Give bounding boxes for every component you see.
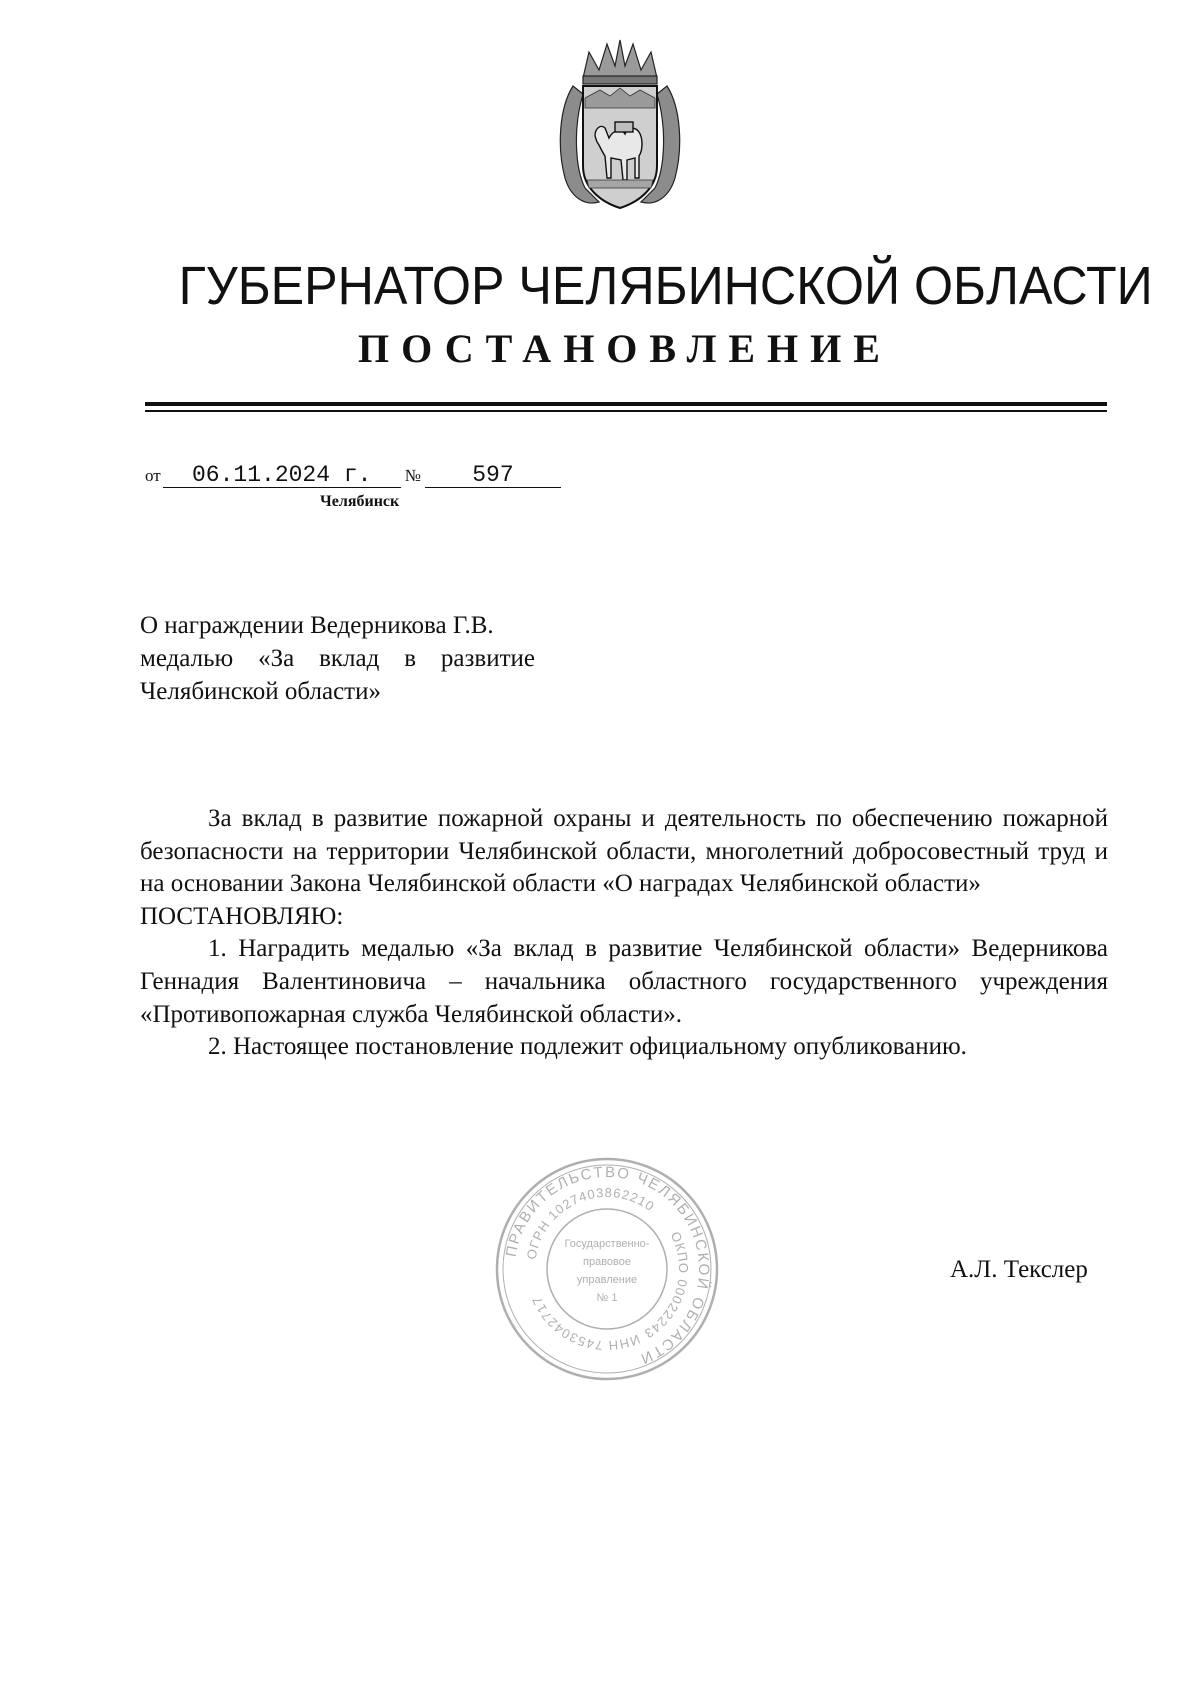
stamp-inn-text: ИНН 7453042717 <box>528 1293 643 1354</box>
item-1-paragraph: 1. Наградить медалью «За вклад в развитие Челябинской области» Ведерникова Геннадия Валентиновича – начальника областного государственного учреждения «Противопожарная служба Челябинской области». <box>140 935 1108 1028</box>
date-number-line <box>145 463 561 488</box>
stamp-center-line: № 1 <box>596 1292 618 1304</box>
stamp-ogrn-text: ОГРН 1027403862210 <box>523 1184 658 1261</box>
document-date: 06.11.2024 г. <box>163 463 401 488</box>
official-seal-stamp <box>493 1155 721 1383</box>
issuer-title: ГУБЕРНАТОР ЧЕЛЯБИНСКОЙ ОБЛАСТИ <box>178 256 1153 316</box>
coat-of-arms-emblem <box>555 38 685 216</box>
header-rule-thick <box>145 402 1107 406</box>
crown-icon <box>583 40 657 84</box>
header-rule-thin <box>145 410 1107 412</box>
item-2-paragraph: 2. Настоящее постановление подлежит официальному опубликованию. <box>208 1033 967 1061</box>
subject-line: О награждении Ведерникова Г.В. <box>140 612 494 639</box>
subject-line: медалью «За вклад в развитие <box>140 645 535 672</box>
stamp-center-line: Государственно- <box>564 1238 650 1250</box>
stamp-okpo-text: ОКПО 00022243 <box>641 1229 692 1342</box>
from-label: от <box>145 466 161 485</box>
signatory-name: А.Л. Текслер <box>950 1256 1088 1283</box>
stamp-center-line: управление <box>576 1274 638 1286</box>
document-type: ПОСТАНОВЛЕНИЕ <box>358 326 892 371</box>
city-label: Челябинск <box>320 493 400 510</box>
subject-line: Челябинской области» <box>140 678 381 705</box>
document-number: 597 <box>425 463 561 488</box>
document-body <box>140 803 1108 1064</box>
decree-word: ПОСТАНОВЛЯЮ: <box>140 902 344 930</box>
stamp-center-line: правовое <box>583 1256 631 1268</box>
document-subject <box>140 609 535 708</box>
preamble-paragraph: За вклад в развитие пожарной охраны и деятельность по обеспечению пожарной безопасности на территории Челябинской области, многолетний добросовестный труд и на основании Закона Челябинской области «О наградах Челябинской области» <box>140 805 1108 898</box>
stamp-outer-text: ПРАВИТЕЛЬСТВО ЧЕЛЯБИНСКОЙ ОБЛАСТИ <box>502 1163 713 1368</box>
number-label: № <box>404 466 421 485</box>
svg-text:ИНН 7453042717 <box>529 1294 642 1353</box>
